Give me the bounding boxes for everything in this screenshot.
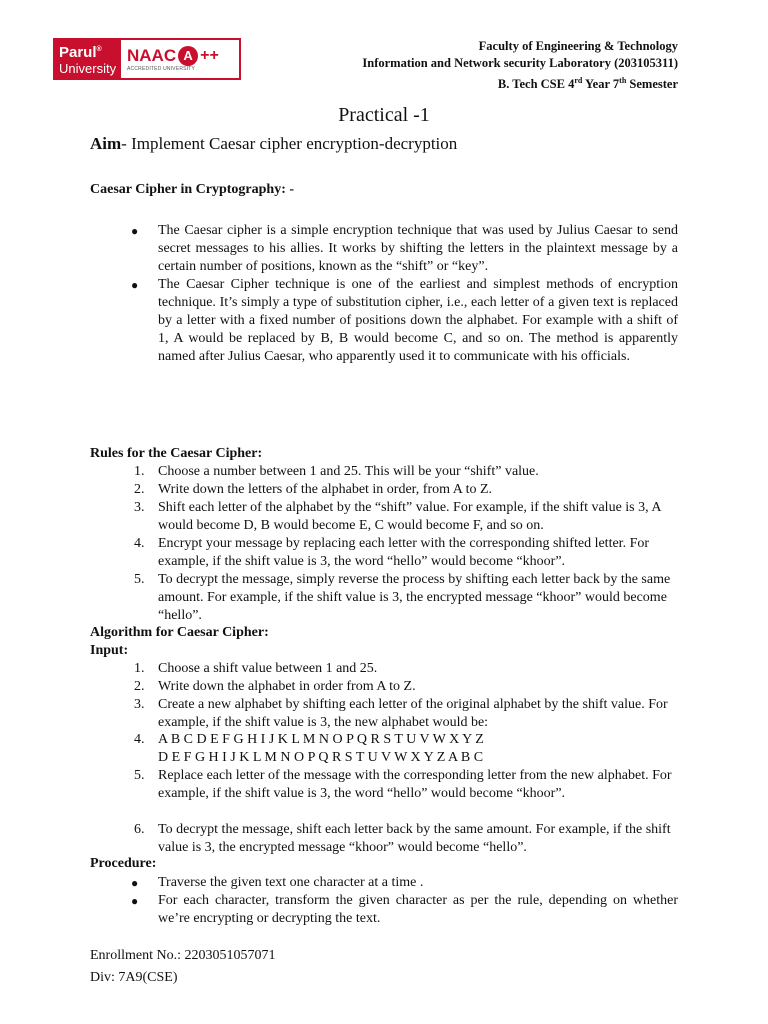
list-item: 3. Create a new alphabet by shifting each letter of the original alphabet by the shift value. For example, if the shift value is 3, the new alphabet would be: [134,697,668,730]
university-logo [53,38,241,80]
logo-line1: Parul [59,44,97,61]
section-heading-input: Input: [90,643,129,658]
header-lab: Information and Network security Laboratory (203105311) [362,56,678,70]
section-heading-rules: Rules for the Caesar Cipher: [90,446,263,461]
list-item: 5. Replace each letter of the message with the corresponding letter from the new alphabet. For example, if the shift value is 3, the word “hello” would become “khoor”. [134,768,672,801]
list-item: 2. Write down the alphabet in order from A to Z. [134,679,416,694]
parul-logo [53,38,121,80]
naac-plus: ++ [200,46,219,64]
section-heading-caesar: Caesar Cipher in Cryptography: - [90,182,295,197]
header-faculty: Faculty of Engineering & Technology [478,39,678,53]
aim: Aim- Implement Caesar cipher encryption-decryption [90,134,458,153]
bullet-icon: ● [131,224,139,238]
naac-grade: A [178,46,198,66]
list-item: 4. Encrypt your message by replacing each letter with the corresponding shifted letter. For example, if the shift value is 3, the word “hello” would become “khoor”. [134,536,650,569]
list-item: 3. Shift each letter of the alphabet by the “shift” value. For example, if the shift value is 3, A would become D, B would become E, C would become F, and so on. [134,500,661,533]
list-item: D E F G H I J K L M N O P Q R S T U V W X Y Z A B C [158,750,484,765]
bullet-icon: ● [131,876,139,890]
enrollment-number: Enrollment No.: 2203051057071 [90,948,276,963]
list-item: 4. A B C D E F G H I J K L M N O P Q R S T U V W X Y Z [134,732,484,747]
bullet-icon: ● [131,894,139,908]
logo-registered: ® [96,46,102,53]
list-item: 2. Write down the letters of the alphabet in order, from A to Z. [134,482,493,497]
logo-line2: University [59,61,117,76]
list-item: 6. To decrypt the message, shift each letter back by the same amount. For example, if the shift value is 3, the encrypted message “khoor” would become “hello”. [134,822,671,855]
page-title: Practical -1 [338,104,430,126]
naac-text: NAAC [127,45,177,65]
list-item: ● The Caesar cipher is a simple encryption technique that was used by Julius Caesar to send secret messages to his allies. It works by shifting the letters in the plaintext message by a certain number of positions, known as the “shift” or “key”. [131,223,678,274]
naac-badge [121,38,241,80]
list-item: ● For each character, transform the given character as per the rule, depending on whether we’re encrypting or decrypting the text. [131,893,678,926]
list-item: 5. To decrypt the message, simply reverse the process by shifting each letter back by the same amount. For example, if the shift value is 3, the encrypted message “khoor” would become “hello”. [134,572,671,623]
list-item: 1. Choose a number between 1 and 25. This will be your “shift” value. [134,464,539,479]
section-heading-algorithm: Algorithm for Caesar Cipher: [90,625,269,640]
list-item: ● The Caesar Cipher technique is one of the earliest and simplest methods of encryption technique. It’s simply a type of substitution cipher, i.e., each letter of a given text is replaced by a letter with a fixed number of positions down the alphabet. For example with a shift of 1, A would be replaced by B, B would become C, and so on. The method is apparently named after Julius Caesar, who apparently used it to communicate with his officials. [131,277,678,364]
page-header [362,38,678,93]
list-item: ● Traverse the given text one character at a time . [131,875,424,890]
bullet-icon: ● [131,278,139,292]
header-course: B. Tech CSE 4rd Year 7th Semester [497,76,678,92]
list-item: 1. Choose a shift value between 1 and 25. [134,661,378,676]
division: Div: 7A9(CSE) [90,970,178,985]
naac-subtext: ACCREDITED UNIVERSITY [127,65,196,72]
section-heading-procedure: Procedure: [90,856,157,871]
